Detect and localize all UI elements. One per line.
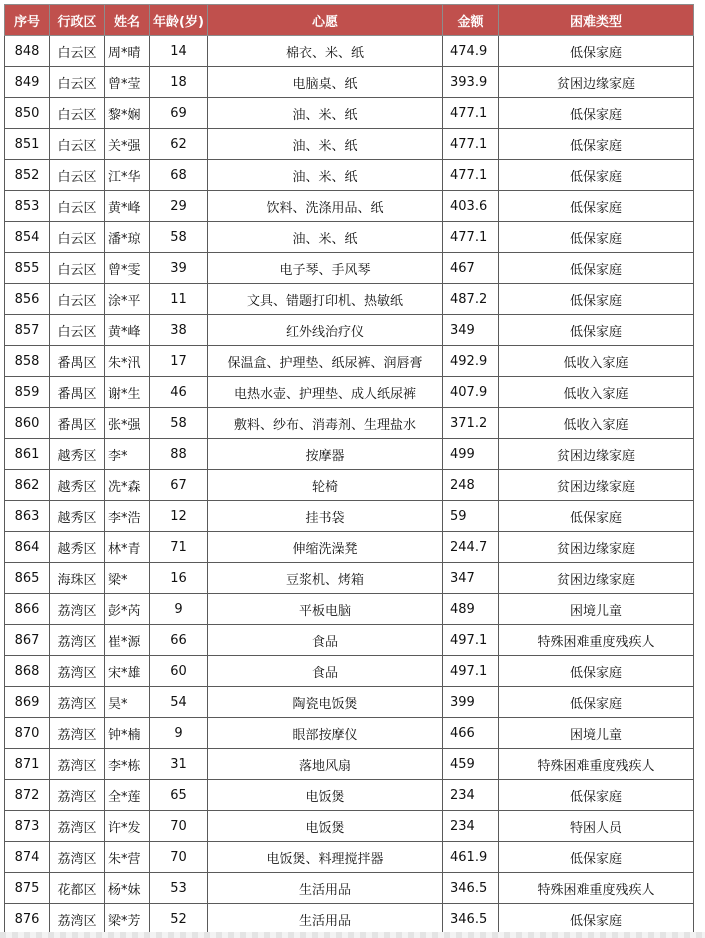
cell-id: 848 [5, 36, 50, 67]
cell-hardship-type: 低保家庭 [499, 222, 694, 253]
cell-wish: 电饭煲 [208, 780, 443, 811]
cell-age: 38 [150, 315, 208, 346]
cell-name: 黎*娴 [105, 98, 150, 129]
cell-district: 白云区 [50, 36, 105, 67]
header-amount: 金额 [443, 5, 499, 36]
cell-amount: 461.9 [443, 842, 499, 873]
cell-district: 越秀区 [50, 439, 105, 470]
cell-age: 54 [150, 687, 208, 718]
cell-hardship-type: 低保家庭 [499, 780, 694, 811]
cell-wish: 油、米、纸 [208, 160, 443, 191]
cell-hardship-type: 贫困边缘家庭 [499, 532, 694, 563]
cell-wish: 保温盒、护理垫、纸尿裤、润唇膏 [208, 346, 443, 377]
cell-district: 白云区 [50, 315, 105, 346]
cell-name: 谢*生 [105, 377, 150, 408]
cell-id: 862 [5, 470, 50, 501]
cell-amount: 477.1 [443, 160, 499, 191]
table-row [5, 625, 694, 656]
cell-name: 许*发 [105, 811, 150, 842]
cell-hardship-type: 低保家庭 [499, 191, 694, 222]
cell-amount: 497.1 [443, 625, 499, 656]
cell-name: 梁*芳 [105, 904, 150, 935]
header-name: 姓名 [105, 5, 150, 36]
cell-amount: 371.2 [443, 408, 499, 439]
cell-amount: 248 [443, 470, 499, 501]
cell-district: 白云区 [50, 191, 105, 222]
table-row [5, 873, 694, 904]
cell-wish: 落地风扇 [208, 749, 443, 780]
cell-name: 梁* [105, 563, 150, 594]
cell-name: 杨*妹 [105, 873, 150, 904]
cell-age: 17 [150, 346, 208, 377]
cell-name: 潘*琼 [105, 222, 150, 253]
cell-wish: 油、米、纸 [208, 129, 443, 160]
cell-name: 全*莲 [105, 780, 150, 811]
cell-district: 白云区 [50, 160, 105, 191]
cell-wish: 电热水壶、护理垫、成人纸尿裤 [208, 377, 443, 408]
cell-name: 曾*莹 [105, 67, 150, 98]
cell-name: 李*浩 [105, 501, 150, 532]
cell-age: 9 [150, 718, 208, 749]
cell-age: 66 [150, 625, 208, 656]
cell-age: 70 [150, 842, 208, 873]
cell-amount: 477.1 [443, 222, 499, 253]
cell-amount: 393.9 [443, 67, 499, 98]
cell-name: 宋*雄 [105, 656, 150, 687]
cell-wish: 文具、错题打印机、热敏纸 [208, 284, 443, 315]
cell-wish: 电子琴、手风琴 [208, 253, 443, 284]
table-row [5, 346, 694, 377]
header-hardship-type: 困难类型 [499, 5, 694, 36]
cell-wish: 按摩器 [208, 439, 443, 470]
cell-id: 876 [5, 904, 50, 935]
cell-name: 朱*营 [105, 842, 150, 873]
table-row [5, 718, 694, 749]
cell-wish: 油、米、纸 [208, 98, 443, 129]
table-row [5, 904, 694, 935]
cell-age: 31 [150, 749, 208, 780]
cell-name: 江*华 [105, 160, 150, 191]
cell-id: 865 [5, 563, 50, 594]
cell-wish: 棉衣、米、纸 [208, 36, 443, 67]
cell-id: 855 [5, 253, 50, 284]
header-district: 行政区 [50, 5, 105, 36]
table-row [5, 811, 694, 842]
cell-age: 58 [150, 222, 208, 253]
cell-hardship-type: 低保家庭 [499, 129, 694, 160]
cell-hardship-type: 贫困边缘家庭 [499, 563, 694, 594]
header-age: 年龄(岁) [150, 5, 208, 36]
cell-name: 冼*森 [105, 470, 150, 501]
cell-age: 69 [150, 98, 208, 129]
cell-id: 864 [5, 532, 50, 563]
cell-district: 花都区 [50, 873, 105, 904]
cell-id: 863 [5, 501, 50, 532]
cell-age: 71 [150, 532, 208, 563]
table-row [5, 687, 694, 718]
cell-id: 853 [5, 191, 50, 222]
cell-district: 荔湾区 [50, 842, 105, 873]
cell-id: 860 [5, 408, 50, 439]
cell-district: 番禺区 [50, 408, 105, 439]
cell-id: 868 [5, 656, 50, 687]
cell-hardship-type: 低收入家庭 [499, 377, 694, 408]
table-row [5, 129, 694, 160]
cell-age: 46 [150, 377, 208, 408]
cell-wish: 食品 [208, 656, 443, 687]
cell-district: 荔湾区 [50, 656, 105, 687]
cell-district: 番禺区 [50, 377, 105, 408]
cell-id: 875 [5, 873, 50, 904]
cell-age: 70 [150, 811, 208, 842]
cell-age: 67 [150, 470, 208, 501]
table-row [5, 532, 694, 563]
cell-amount: 347 [443, 563, 499, 594]
cell-wish: 油、米、纸 [208, 222, 443, 253]
cell-wish: 挂书袋 [208, 501, 443, 532]
cell-hardship-type: 低保家庭 [499, 842, 694, 873]
cell-name: 彭*芮 [105, 594, 150, 625]
cell-id: 849 [5, 67, 50, 98]
cell-name: 李* [105, 439, 150, 470]
cell-amount: 346.5 [443, 904, 499, 935]
table-row [5, 501, 694, 532]
table-row [5, 160, 694, 191]
cell-id: 866 [5, 594, 50, 625]
table-row [5, 191, 694, 222]
cell-age: 53 [150, 873, 208, 904]
cell-hardship-type: 低保家庭 [499, 687, 694, 718]
cell-id: 873 [5, 811, 50, 842]
cell-age: 12 [150, 501, 208, 532]
cell-district: 白云区 [50, 98, 105, 129]
cell-amount: 403.6 [443, 191, 499, 222]
table-row [5, 315, 694, 346]
cell-hardship-type: 特殊困难重度残疾人 [499, 625, 694, 656]
cell-district: 海珠区 [50, 563, 105, 594]
cell-district: 荔湾区 [50, 749, 105, 780]
cell-wish: 敷料、纱布、消毒剂、生理盐水 [208, 408, 443, 439]
cell-hardship-type: 低保家庭 [499, 284, 694, 315]
table-row [5, 780, 694, 811]
cell-wish: 陶瓷电饭煲 [208, 687, 443, 718]
cell-hardship-type: 低收入家庭 [499, 346, 694, 377]
cell-amount: 466 [443, 718, 499, 749]
table-row [5, 439, 694, 470]
table-row [5, 656, 694, 687]
cell-wish: 红外线治疗仪 [208, 315, 443, 346]
cell-amount: 497.1 [443, 656, 499, 687]
cell-hardship-type: 低保家庭 [499, 904, 694, 935]
cell-id: 852 [5, 160, 50, 191]
cell-id: 869 [5, 687, 50, 718]
cell-id: 859 [5, 377, 50, 408]
cell-hardship-type: 困境儿童 [499, 718, 694, 749]
cell-age: 68 [150, 160, 208, 191]
cell-hardship-type: 低保家庭 [499, 501, 694, 532]
cell-district: 越秀区 [50, 470, 105, 501]
cell-name: 昊* [105, 687, 150, 718]
cell-district: 荔湾区 [50, 811, 105, 842]
cell-name: 崔*源 [105, 625, 150, 656]
cell-amount: 346.5 [443, 873, 499, 904]
cell-district: 白云区 [50, 67, 105, 98]
cell-amount: 244.7 [443, 532, 499, 563]
table-row [5, 842, 694, 873]
cell-name: 黄*峰 [105, 191, 150, 222]
cell-district: 白云区 [50, 129, 105, 160]
table-row [5, 67, 694, 98]
cell-amount: 459 [443, 749, 499, 780]
cell-district: 荔湾区 [50, 904, 105, 935]
table-row [5, 36, 694, 67]
cell-hardship-type: 贫困边缘家庭 [499, 470, 694, 501]
cell-hardship-type: 贫困边缘家庭 [499, 439, 694, 470]
cell-amount: 399 [443, 687, 499, 718]
cell-hardship-type: 贫困边缘家庭 [499, 67, 694, 98]
cell-amount: 489 [443, 594, 499, 625]
cell-age: 60 [150, 656, 208, 687]
cell-district: 荔湾区 [50, 780, 105, 811]
cell-amount: 477.1 [443, 98, 499, 129]
cell-wish: 眼部按摩仪 [208, 718, 443, 749]
header-wish: 心愿 [208, 5, 443, 36]
cell-id: 872 [5, 780, 50, 811]
cell-amount: 59 [443, 501, 499, 532]
cell-name: 李*栋 [105, 749, 150, 780]
cell-id: 854 [5, 222, 50, 253]
cell-id: 856 [5, 284, 50, 315]
cell-wish: 豆浆机、烤箱 [208, 563, 443, 594]
cell-amount: 492.9 [443, 346, 499, 377]
cell-id: 857 [5, 315, 50, 346]
cell-amount: 477.1 [443, 129, 499, 160]
cell-hardship-type: 低保家庭 [499, 253, 694, 284]
cell-wish: 生活用品 [208, 904, 443, 935]
header-row [5, 5, 694, 36]
cell-age: 39 [150, 253, 208, 284]
cell-wish: 伸缩洗澡凳 [208, 532, 443, 563]
table-row [5, 594, 694, 625]
table-body [5, 36, 694, 935]
cell-name: 黄*峰 [105, 315, 150, 346]
cell-district: 荔湾区 [50, 718, 105, 749]
cell-name: 张*强 [105, 408, 150, 439]
cell-age: 18 [150, 67, 208, 98]
table-row [5, 563, 694, 594]
cell-age: 58 [150, 408, 208, 439]
cell-district: 荔湾区 [50, 687, 105, 718]
cell-age: 14 [150, 36, 208, 67]
cell-amount: 467 [443, 253, 499, 284]
cell-name: 涂*平 [105, 284, 150, 315]
cell-name: 朱*汛 [105, 346, 150, 377]
cell-wish: 轮椅 [208, 470, 443, 501]
cell-name: 周*晴 [105, 36, 150, 67]
cell-id: 874 [5, 842, 50, 873]
cell-hardship-type: 低保家庭 [499, 36, 694, 67]
cell-id: 870 [5, 718, 50, 749]
cell-wish: 食品 [208, 625, 443, 656]
cell-age: 29 [150, 191, 208, 222]
cell-hardship-type: 低保家庭 [499, 656, 694, 687]
cell-wish: 生活用品 [208, 873, 443, 904]
cell-district: 越秀区 [50, 532, 105, 563]
cell-id: 871 [5, 749, 50, 780]
wish-table [4, 4, 694, 935]
table-row [5, 377, 694, 408]
cell-id: 858 [5, 346, 50, 377]
cell-age: 16 [150, 563, 208, 594]
table-row [5, 470, 694, 501]
cell-hardship-type: 特殊困难重度残疾人 [499, 749, 694, 780]
cell-age: 11 [150, 284, 208, 315]
cell-hardship-type: 低保家庭 [499, 98, 694, 129]
cell-id: 851 [5, 129, 50, 160]
cell-district: 白云区 [50, 222, 105, 253]
cell-age: 62 [150, 129, 208, 160]
cell-wish: 饮料、洗涤用品、纸 [208, 191, 443, 222]
cell-wish: 电饭煲 [208, 811, 443, 842]
table-row [5, 98, 694, 129]
cell-age: 52 [150, 904, 208, 935]
cell-district: 越秀区 [50, 501, 105, 532]
table-row [5, 408, 694, 439]
cell-id: 861 [5, 439, 50, 470]
cell-district: 白云区 [50, 284, 105, 315]
table-row [5, 749, 694, 780]
cell-age: 88 [150, 439, 208, 470]
cell-name: 林*青 [105, 532, 150, 563]
cell-hardship-type: 困境儿童 [499, 594, 694, 625]
cell-amount: 487.2 [443, 284, 499, 315]
cell-name: 关*强 [105, 129, 150, 160]
cell-district: 白云区 [50, 253, 105, 284]
cell-hardship-type: 低保家庭 [499, 160, 694, 191]
cell-wish: 电脑桌、纸 [208, 67, 443, 98]
cell-age: 9 [150, 594, 208, 625]
cell-hardship-type: 低保家庭 [499, 315, 694, 346]
page-cut-edge [0, 932, 705, 938]
cell-amount: 474.9 [443, 36, 499, 67]
cell-wish: 平板电脑 [208, 594, 443, 625]
cell-wish: 电饭煲、料理搅拌器 [208, 842, 443, 873]
cell-amount: 234 [443, 780, 499, 811]
cell-name: 钟*楠 [105, 718, 150, 749]
cell-amount: 499 [443, 439, 499, 470]
cell-amount: 407.9 [443, 377, 499, 408]
table-row [5, 222, 694, 253]
cell-hardship-type: 特殊困难重度残疾人 [499, 873, 694, 904]
cell-name: 曾*雯 [105, 253, 150, 284]
cell-district: 番禺区 [50, 346, 105, 377]
cell-id: 850 [5, 98, 50, 129]
cell-id: 867 [5, 625, 50, 656]
cell-amount: 349 [443, 315, 499, 346]
cell-hardship-type: 低收入家庭 [499, 408, 694, 439]
table-row [5, 284, 694, 315]
cell-amount: 234 [443, 811, 499, 842]
cell-age: 65 [150, 780, 208, 811]
table-row [5, 253, 694, 284]
cell-hardship-type: 特困人员 [499, 811, 694, 842]
header-id: 序号 [5, 5, 50, 36]
cell-district: 荔湾区 [50, 625, 105, 656]
cell-district: 荔湾区 [50, 594, 105, 625]
